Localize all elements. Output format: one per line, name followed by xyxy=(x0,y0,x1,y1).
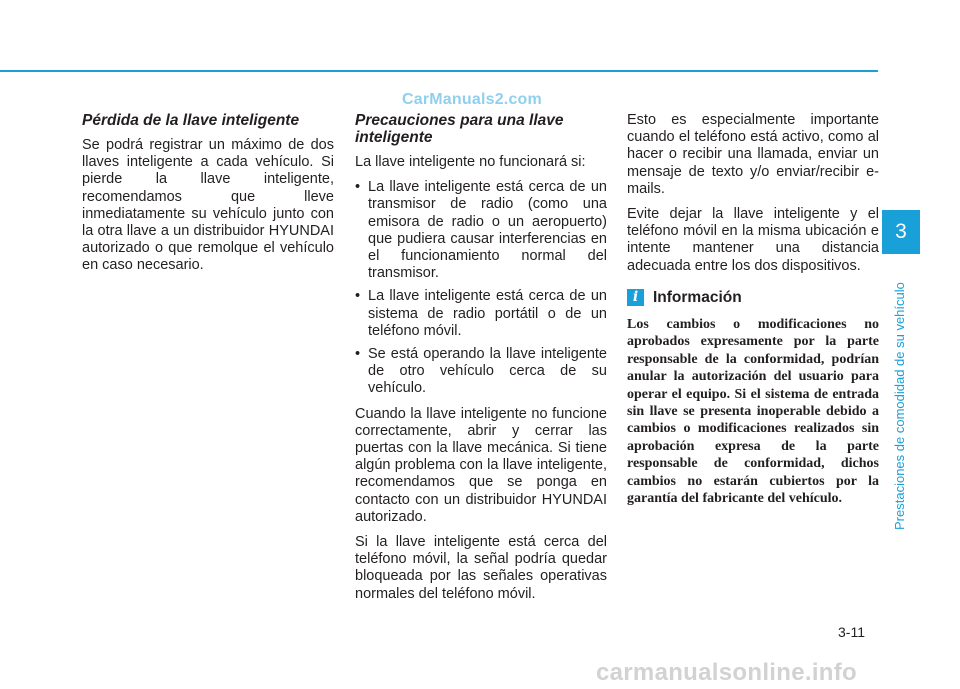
distance-paragraph: Evite dejar la llave inteligente y el teléfono móvil en la misma ubicación e intente mantener una distancia adecuada entre los dos dispositivos. xyxy=(627,206,879,274)
info-icon: i xyxy=(627,289,644,306)
column-1 xyxy=(82,112,334,283)
info-body: Los cambios o modificaciones no aprobados expresamente por la parte responsable de la conformidad, podrían anular la autorización del usuario para operar el equipo. Si el sistema de entrada sin llave se presenta inoperable debido a cambios o modificaciones realizados sin aprobación expresa de la parte responsable de conformidad, dichos cambios no estarán cubiertos por la garantía del fabricante del vehículo. xyxy=(627,317,879,507)
info-header xyxy=(627,289,879,306)
lost-key-paragraph: Se podrá registrar un máximo de dos llaves inteligente a cada vehículo. Si pierde la llave inteligente, recomendamos que lleve inmediatamente su vehículo junto con la otra llave a un distribuidor HYUNDAI autorizado o que remolque el vehículo en caso necesario. xyxy=(82,137,334,274)
info-title: Información xyxy=(653,288,742,306)
page-number: 3-11 xyxy=(838,624,865,640)
column-3 xyxy=(627,112,879,508)
precautions-list xyxy=(355,179,607,397)
watermark-bottom: carmanualsonline.info xyxy=(596,659,858,686)
mobile-phone-paragraph: Si la llave inteligente está cerca del teléfono móvil, la señal podría quedar bloqueada por las señales operativas normales del teléfono móvil. xyxy=(355,534,607,602)
list-item: • La llave inteligente está cerca de un transmisor de radio (como una emisora de radio o un aeropuerto) que pudiera causar interferencias en el funcionamiento normal del transmisor. xyxy=(355,179,607,282)
importance-paragraph: Esto es especialmente importante cuando el teléfono está activo, como al hacer o recibir una llamada, enviar un mensaje de texto y/o enviar/recibir e-mails. xyxy=(627,112,879,197)
column-2 xyxy=(355,112,607,611)
list-item: • Se está operando la llave inteligente de otro vehículo cerca de su vehículo. xyxy=(355,346,607,398)
precautions-intro: La llave inteligente no funcionará si: xyxy=(355,154,586,170)
malfunction-paragraph: Cuando la llave inteligente no funcione correctamente, abrir y cerrar las puertas con la llave mecánica. Si tiene algún problema con la llave inteligente, recomendamos que se ponga en contacto con un distribuidor HYUNDAI autorizado. xyxy=(355,405,607,525)
chapter-tab: 3 xyxy=(882,210,920,254)
chapter-title-vertical: Prestaciones de comodidad de su vehículo xyxy=(892,282,907,530)
lost-key-heading: Pérdida de la llave inteligente xyxy=(82,112,300,129)
precautions-heading: Precauciones para una llave inteligente xyxy=(355,112,564,146)
top-rule xyxy=(0,70,878,72)
watermark-top: CarManuals2.com xyxy=(402,91,542,108)
list-item: • La llave inteligente está cerca de un sistema de radio portátil o de un teléfono móvil. xyxy=(355,288,607,340)
